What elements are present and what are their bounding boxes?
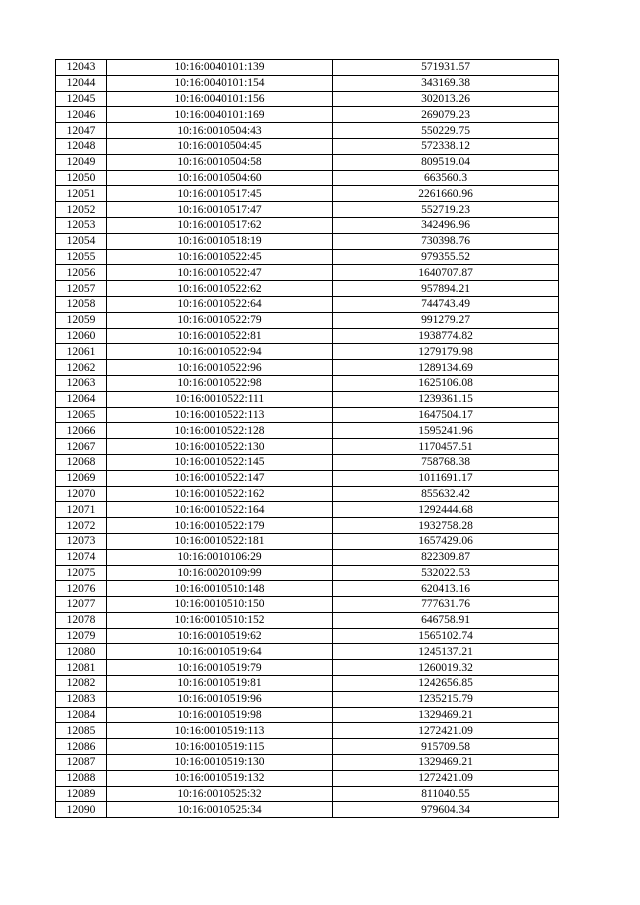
table-row: [56, 786, 559, 802]
cadastral-number-cell: 10:16:0010522:96: [107, 360, 333, 376]
row-number-cell: 12084: [56, 707, 107, 723]
row-number-cell: 12064: [56, 391, 107, 407]
table-body: [56, 60, 559, 818]
cadastral-value-cell: 730398.76: [333, 233, 559, 249]
table-row: [56, 233, 559, 249]
cadastral-number-cell: 10:16:0010522:162: [107, 486, 333, 502]
row-number-cell: 12071: [56, 502, 107, 518]
cadastral-number-cell: 10:16:0010517:62: [107, 217, 333, 233]
row-number-cell: 12059: [56, 312, 107, 328]
cadastral-value-cell: 572338.12: [333, 138, 559, 154]
cadastral-number-cell: 10:16:0010522:45: [107, 249, 333, 265]
cadastral-number-cell: 10:16:0010517:47: [107, 202, 333, 218]
cadastral-number-cell: 10:16:0010522:81: [107, 328, 333, 344]
table-row: [56, 91, 559, 107]
row-number-cell: 12054: [56, 233, 107, 249]
table-row: [56, 802, 559, 818]
row-number-cell: 12048: [56, 138, 107, 154]
cadastral-value-cell: 777631.76: [333, 597, 559, 613]
cadastral-value-cell: 1647504.17: [333, 407, 559, 423]
row-number-cell: 12082: [56, 676, 107, 692]
cadastral-number-cell: 10:16:0010106:29: [107, 549, 333, 565]
cadastral-number-cell: 10:16:0040101:139: [107, 60, 333, 76]
cadastral-value-cell: 550229.75: [333, 123, 559, 139]
cadastral-number-cell: 10:16:0020109:99: [107, 565, 333, 581]
cadastral-number-cell: 10:16:0010522:79: [107, 312, 333, 328]
cadastral-number-cell: 10:16:0010519:132: [107, 770, 333, 786]
table-row: [56, 723, 559, 739]
table-row: [56, 660, 559, 676]
row-number-cell: 12066: [56, 423, 107, 439]
row-number-cell: 12079: [56, 628, 107, 644]
cadastral-value-cell: 1657429.06: [333, 533, 559, 549]
cadastral-number-cell: 10:16:0010504:43: [107, 123, 333, 139]
table-row: [56, 628, 559, 644]
table-row: [56, 170, 559, 186]
table-row: [56, 265, 559, 281]
table-row: [56, 75, 559, 91]
table-row: [56, 518, 559, 534]
table-row: [56, 217, 559, 233]
row-number-cell: 12047: [56, 123, 107, 139]
cadastral-value-cell: 2261660.96: [333, 186, 559, 202]
row-number-cell: 12055: [56, 249, 107, 265]
cadastral-value-cell: 646758.91: [333, 612, 559, 628]
row-number-cell: 12073: [56, 533, 107, 549]
cadastral-value-cell: 822309.87: [333, 549, 559, 565]
table-row: [56, 375, 559, 391]
cadastral-value-cell: 1329469.21: [333, 707, 559, 723]
cadastral-number-cell: 10:16:0010522:164: [107, 502, 333, 518]
table-row: [56, 739, 559, 755]
table-row: [56, 439, 559, 455]
row-number-cell: 12085: [56, 723, 107, 739]
cadastral-value-cell: 979355.52: [333, 249, 559, 265]
row-number-cell: 12088: [56, 770, 107, 786]
cadastral-number-cell: 10:16:0010510:150: [107, 597, 333, 613]
table-row: [56, 202, 559, 218]
cadastral-value-cell: 1595241.96: [333, 423, 559, 439]
table-row: [56, 581, 559, 597]
cadastral-value-cell: 1640707.87: [333, 265, 559, 281]
cadastral-value-cell: 1242656.85: [333, 676, 559, 692]
table-row: [56, 707, 559, 723]
cadastral-value-cell: 991279.27: [333, 312, 559, 328]
table-row: [56, 612, 559, 628]
table-row: [56, 423, 559, 439]
cadastral-value-cell: 1272421.09: [333, 770, 559, 786]
cadastral-value-cell: 1938774.82: [333, 328, 559, 344]
table-row: [56, 328, 559, 344]
row-number-cell: 12077: [56, 597, 107, 613]
table-row: [56, 407, 559, 423]
cadastral-number-cell: 10:16:0010522:94: [107, 344, 333, 360]
table-row: [56, 755, 559, 771]
cadastral-value-cell: 1292444.68: [333, 502, 559, 518]
table-row: [56, 502, 559, 518]
row-number-cell: 12081: [56, 660, 107, 676]
cadastral-number-cell: 10:16:0010522:111: [107, 391, 333, 407]
cadastral-number-cell: 10:16:0010522:145: [107, 454, 333, 470]
row-number-cell: 12090: [56, 802, 107, 818]
row-number-cell: 12061: [56, 344, 107, 360]
cadastral-value-cell: 552719.23: [333, 202, 559, 218]
row-number-cell: 12065: [56, 407, 107, 423]
cadastral-value-cell: 809519.04: [333, 154, 559, 170]
row-number-cell: 12062: [56, 360, 107, 376]
row-number-cell: 12044: [56, 75, 107, 91]
table-row: [56, 107, 559, 123]
row-number-cell: 12058: [56, 296, 107, 312]
table-row: [56, 154, 559, 170]
cadastral-number-cell: 10:16:0010519:113: [107, 723, 333, 739]
cadastral-number-cell: 10:16:0010504:60: [107, 170, 333, 186]
cadastral-number-cell: 10:16:0040101:169: [107, 107, 333, 123]
table-row: [56, 454, 559, 470]
table-row: [56, 60, 559, 76]
table-row: [56, 565, 559, 581]
row-number-cell: 12089: [56, 786, 107, 802]
cadastral-number-cell: 10:16:0010522:181: [107, 533, 333, 549]
cadastral-value-cell: 1239361.15: [333, 391, 559, 407]
table-row: [56, 360, 559, 376]
table-row: [56, 138, 559, 154]
cadastral-number-cell: 10:16:0010522:147: [107, 470, 333, 486]
table-row: [56, 296, 559, 312]
cadastral-number-cell: 10:16:0010519:62: [107, 628, 333, 644]
cadastral-value-cell: 915709.58: [333, 739, 559, 755]
row-number-cell: 12067: [56, 439, 107, 455]
table-row: [56, 186, 559, 202]
cadastral-number-cell: 10:16:0010510:148: [107, 581, 333, 597]
row-number-cell: 12078: [56, 612, 107, 628]
table-row: [56, 676, 559, 692]
cadastral-number-cell: 10:16:0010517:45: [107, 186, 333, 202]
row-number-cell: 12087: [56, 755, 107, 771]
row-number-cell: 12069: [56, 470, 107, 486]
cadastral-value-cell: 1170457.51: [333, 439, 559, 455]
table-row: [56, 597, 559, 613]
row-number-cell: 12086: [56, 739, 107, 755]
table-row: [56, 549, 559, 565]
row-number-cell: 12052: [56, 202, 107, 218]
cadastral-value-cell: 1235215.79: [333, 691, 559, 707]
row-number-cell: 12060: [56, 328, 107, 344]
cadastral-value-cell: 1272421.09: [333, 723, 559, 739]
cadastral-number-cell: 10:16:0010525:32: [107, 786, 333, 802]
cadastral-number-cell: 10:16:0010522:47: [107, 265, 333, 281]
cadastral-value-cell: 1011691.17: [333, 470, 559, 486]
cadastral-value-cell: 342496.96: [333, 217, 559, 233]
row-number-cell: 12074: [56, 549, 107, 565]
cadastral-number-cell: 10:16:0040101:154: [107, 75, 333, 91]
cadastral-value-cell: 620413.16: [333, 581, 559, 597]
cadastral-value-cell: 663560.3: [333, 170, 559, 186]
table-row: [56, 533, 559, 549]
cadastral-value-cell: 1260019.32: [333, 660, 559, 676]
cadastral-value-cell: 343169.38: [333, 75, 559, 91]
table-row: [56, 123, 559, 139]
cadastral-value-cell: 532022.53: [333, 565, 559, 581]
row-number-cell: 12063: [56, 375, 107, 391]
cadastral-value-cell: 1245137.21: [333, 644, 559, 660]
cadastral-number-cell: 10:16:0010522:113: [107, 407, 333, 423]
table-row: [56, 644, 559, 660]
cadastral-number-cell: 10:16:0010522:98: [107, 375, 333, 391]
row-number-cell: 12049: [56, 154, 107, 170]
row-number-cell: 12046: [56, 107, 107, 123]
row-number-cell: 12053: [56, 217, 107, 233]
table-row: [56, 691, 559, 707]
cadastral-value-cell: 855632.42: [333, 486, 559, 502]
table-row: [56, 249, 559, 265]
cadastral-value-cell: 1932758.28: [333, 518, 559, 534]
row-number-cell: 12051: [56, 186, 107, 202]
cadastral-number-cell: 10:16:0010519:96: [107, 691, 333, 707]
cadastral-number-cell: 10:16:0010519:130: [107, 755, 333, 771]
row-number-cell: 12068: [56, 454, 107, 470]
table-row: [56, 470, 559, 486]
row-number-cell: 12057: [56, 281, 107, 297]
row-number-cell: 12080: [56, 644, 107, 660]
row-number-cell: 12070: [56, 486, 107, 502]
row-number-cell: 12075: [56, 565, 107, 581]
row-number-cell: 12056: [56, 265, 107, 281]
cadastral-value-cell: 758768.38: [333, 454, 559, 470]
cadastral-value-cell: 1329469.21: [333, 755, 559, 771]
cadastral-value-cell: 1625106.08: [333, 375, 559, 391]
cadastral-value-table: [55, 59, 559, 818]
cadastral-number-cell: 10:16:0010519:98: [107, 707, 333, 723]
table-row: [56, 770, 559, 786]
cadastral-number-cell: 10:16:0010522:130: [107, 439, 333, 455]
cadastral-number-cell: 10:16:0010504:45: [107, 138, 333, 154]
row-number-cell: 12045: [56, 91, 107, 107]
cadastral-number-cell: 10:16:0010519:81: [107, 676, 333, 692]
row-number-cell: 12043: [56, 60, 107, 76]
cadastral-value-cell: 571931.57: [333, 60, 559, 76]
table-row: [56, 344, 559, 360]
cadastral-value-cell: 1565102.74: [333, 628, 559, 644]
cadastral-number-cell: 10:16:0010510:152: [107, 612, 333, 628]
cadastral-value-cell: 269079.23: [333, 107, 559, 123]
cadastral-number-cell: 10:16:0040101:156: [107, 91, 333, 107]
cadastral-value-cell: 302013.26: [333, 91, 559, 107]
cadastral-number-cell: 10:16:0010522:62: [107, 281, 333, 297]
row-number-cell: 12050: [56, 170, 107, 186]
cadastral-number-cell: 10:16:0010519:115: [107, 739, 333, 755]
table-row: [56, 391, 559, 407]
cadastral-number-cell: 10:16:0010522:128: [107, 423, 333, 439]
cadastral-number-cell: 10:16:0010522:179: [107, 518, 333, 534]
cadastral-value-cell: 979604.34: [333, 802, 559, 818]
cadastral-number-cell: 10:16:0010504:58: [107, 154, 333, 170]
table-row: [56, 281, 559, 297]
cadastral-value-cell: 811040.55: [333, 786, 559, 802]
cadastral-number-cell: 10:16:0010519:64: [107, 644, 333, 660]
cadastral-value-cell: 1289134.69: [333, 360, 559, 376]
cadastral-number-cell: 10:16:0010522:64: [107, 296, 333, 312]
cadastral-number-cell: 10:16:0010518:19: [107, 233, 333, 249]
table-row: [56, 486, 559, 502]
row-number-cell: 12076: [56, 581, 107, 597]
cadastral-number-cell: 10:16:0010519:79: [107, 660, 333, 676]
cadastral-value-cell: 1279179.98: [333, 344, 559, 360]
cadastral-value-cell: 957894.21: [333, 281, 559, 297]
table-row: [56, 312, 559, 328]
cadastral-value-cell: 744743.49: [333, 296, 559, 312]
cadastral-number-cell: 10:16:0010525:34: [107, 802, 333, 818]
row-number-cell: 12083: [56, 691, 107, 707]
row-number-cell: 12072: [56, 518, 107, 534]
